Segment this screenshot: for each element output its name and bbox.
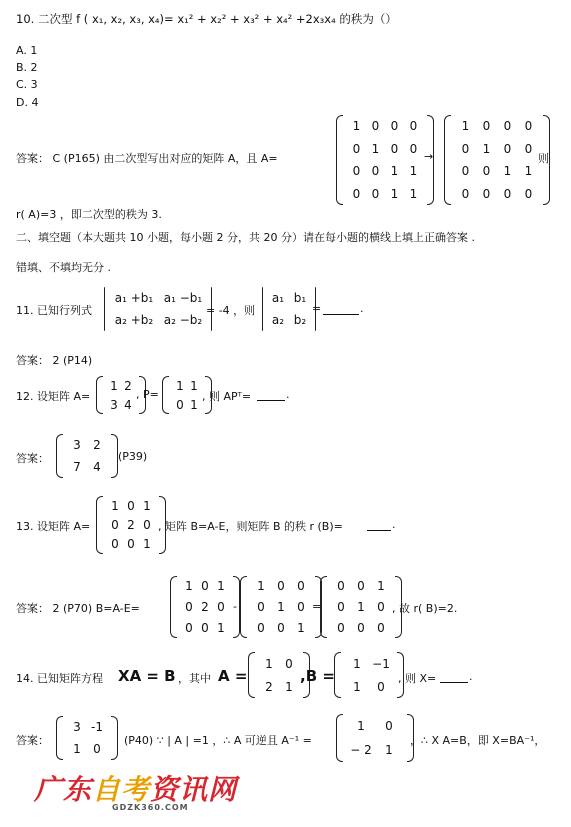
q14-answer-matrix: [56, 716, 118, 760]
q14-matrix-b: [334, 652, 404, 698]
q13-matrix-1-cell: 0: [201, 620, 209, 635]
q13-matrix-3-cell: 0: [337, 579, 345, 594]
q10-matrix-a-cell: 1: [371, 141, 380, 156]
q10-matrix-b-cell: 0: [524, 119, 533, 134]
q12-answer-prefix: 答案：: [16, 452, 49, 465]
q14-matrix-b-cell: 1: [353, 679, 361, 694]
q11-det2: [262, 287, 316, 331]
q10-matrix-a-cell: 0: [352, 141, 361, 156]
q10-matrix-a-cell: 0: [390, 141, 399, 156]
q13-answer-suffix: , 故 r( B)=2.: [392, 602, 458, 615]
q10-conclusion: r( A)=3 ，即二次型的秩为 3.: [16, 208, 162, 221]
q11-det1-cell: a₁ −b₁: [163, 291, 203, 305]
q12-matrix-p-cell: 1: [176, 378, 184, 393]
q12-matrix-a-cell: 3: [110, 397, 118, 412]
q11-det1-cell: a₁ +b₁: [114, 291, 154, 305]
q13-matrix-3-cell: 0: [377, 620, 385, 635]
q11-mid: = -4 ，则: [206, 304, 256, 317]
q13-matrix-2-cell: 0: [277, 579, 285, 594]
q13-matrix-2-cell: 1: [277, 599, 285, 614]
q14-answer-matrix-cell: 1: [73, 742, 81, 756]
q11-det2-cell: b₁: [293, 291, 307, 305]
q13-matrix-1-cell: 2: [201, 599, 209, 614]
q13-matrix-a-cell: 2: [127, 517, 135, 532]
q11-answer: 答案： 2 (P14): [16, 354, 93, 367]
q13-matrix-a-cell: 1: [143, 498, 151, 513]
q12-answer-matrix: [56, 434, 118, 478]
q14-inverse-matrix: [336, 714, 414, 762]
q14-a-label: A =: [218, 667, 248, 685]
q12-suffix: , 则 APᵀ=: [202, 390, 252, 403]
q13-minus: -: [233, 600, 237, 613]
q14-end: .: [469, 670, 473, 683]
q10-matrix-b-cell: 1: [482, 141, 491, 156]
q14-prefix: 14. 已知矩阵方程: [16, 672, 103, 685]
q13-matrix-1-cell: 0: [185, 620, 193, 635]
q10-option-c: C. 3: [16, 78, 38, 91]
q12-matrix-p-cell: 0: [176, 397, 184, 412]
q14-b-label: ,B =: [300, 667, 335, 685]
q10-matrix-b-cell: 0: [482, 119, 491, 134]
q13-matrix-3: [320, 576, 402, 638]
q10-matrix-a-cell: 0: [409, 119, 418, 134]
q11-det1: [104, 287, 212, 331]
q10-matrix-b-cell: 0: [503, 186, 512, 201]
q14-answer-suffix: ，∴ X A=B，即 X=BA⁻¹，: [410, 734, 546, 747]
q10-option-b: B. 2: [16, 61, 38, 74]
q10-matrix-a-cell: 1: [390, 186, 399, 201]
q13-blank: [367, 518, 391, 531]
q11-det2-cell: b₂: [293, 313, 307, 327]
q10-matrix-a-cell: 0: [371, 186, 380, 201]
q10-matrix-b-cell: 0: [503, 141, 512, 156]
q13-matrix-1-cell: 1: [217, 620, 225, 635]
q10-matrix-a-cell: 0: [371, 164, 380, 179]
section-subtitle: 错填、不填均无分 .: [16, 261, 111, 274]
q10-answer-prefix: 答案： C (P165) 由二次型写出对应的矩阵 A，且 A=: [16, 152, 278, 165]
q10-matrix-b-cell: 0: [482, 186, 491, 201]
q10-matrix-b-cell: 1: [524, 164, 533, 179]
q10-matrix-a-cell: 0: [352, 164, 361, 179]
q13-matrix-1-cell: 0: [217, 599, 225, 614]
q13-matrix-1: [170, 576, 240, 638]
q13-matrix-1-cell: 1: [217, 579, 225, 594]
q13-end: .: [392, 518, 396, 531]
q14-suffix: , 则 X=: [398, 672, 437, 685]
q14-matrix-a-cell: 0: [285, 656, 293, 671]
q12-matrix-p-cell: 1: [190, 378, 198, 393]
q11-blank: [323, 302, 359, 315]
q13-matrix-3-cell: 0: [337, 620, 345, 635]
q10-option-a: A. 1: [16, 44, 38, 57]
q14-equation: XA = B: [118, 667, 176, 685]
q13-matrix-2-cell: 1: [297, 620, 305, 635]
q10-matrix-a-cell: 1: [409, 164, 418, 179]
q12-answer-matrix-cell: 4: [93, 460, 101, 474]
q10-matrix-b-cell: 0: [503, 119, 512, 134]
q13-matrix-3-cell: 1: [357, 599, 365, 614]
q13-matrix-3-cell: 0: [377, 599, 385, 614]
q13-matrix-a-cell: 0: [111, 517, 119, 532]
q14-answer-matrix-cell: 0: [93, 742, 101, 756]
q11-det2-cell: a₂: [271, 313, 285, 327]
q14-answer-matrix-cell: 3: [73, 720, 81, 734]
q10-option-d: D. 4: [16, 96, 39, 109]
q10-matrix-b-cell: 0: [461, 186, 470, 201]
q12-prefix: 12. 设矩阵 A=: [16, 390, 91, 403]
q13-matrix-1-cell: 1: [185, 579, 193, 594]
q13-matrix-2-cell: 0: [257, 599, 265, 614]
q12-mid: , P=: [136, 388, 159, 401]
q11-det1-cell: a₂ +b₂: [114, 313, 154, 327]
q10-matrix-b-cell: 0: [482, 164, 491, 179]
q10-matrix-a: [336, 115, 434, 205]
q10-matrix-b-cell: 1: [461, 119, 470, 134]
q14-inverse-matrix-cell: 0: [385, 719, 393, 733]
q13-matrix-a-cell: 0: [143, 517, 151, 532]
q10-question: 10. 二次型 f ( x₁, x₂, x₃, x₄)= x₁² + x₂² + x₃² + x₄² +2x₃x₄ 的秩为（）: [16, 12, 397, 26]
q14-matrix-a-cell: 1: [265, 656, 273, 671]
q10-matrix-a-cell: 1: [409, 186, 418, 201]
q14-matrix-b-cell: 0: [377, 679, 385, 694]
q13-matrix-3-cell: 0: [337, 599, 345, 614]
q13-matrix-2-cell: 0: [277, 620, 285, 635]
q12-matrix-p-cell: 1: [190, 397, 198, 412]
q12-end: .: [286, 388, 290, 401]
q10-matrix-b-cell: 1: [503, 164, 512, 179]
q10-arrow: →: [424, 150, 434, 163]
q10-matrix-a-cell: 0: [371, 119, 380, 134]
q10-matrix-b-cell: 0: [524, 141, 533, 156]
q14-matrix-a-cell: 1: [285, 679, 293, 694]
q13-prefix: 13. 设矩阵 A=: [16, 520, 91, 533]
q13-suffix: , 矩阵 B=A-E，则矩阵 B 的秩 r (B)=: [158, 520, 343, 533]
q13-matrix-a-cell: 0: [127, 537, 135, 552]
q10-matrix-b-cell: 0: [461, 141, 470, 156]
q10-matrix-b-cell: 0: [524, 186, 533, 201]
q14-answer-mid: (P40) ∵ | A | =1 ，∴ A 可逆且 A⁻¹ =: [124, 734, 312, 747]
q12-answer-matrix-cell: 2: [93, 438, 101, 452]
q13-matrix-a-cell: 1: [143, 537, 151, 552]
q12-matrix-a-cell: 4: [124, 397, 132, 412]
q11-det1-cell: a₂ −b₂: [163, 313, 203, 327]
q13-matrix-3-cell: 0: [357, 620, 365, 635]
q12-answer-ref: (P39): [118, 450, 148, 463]
q13-matrix-2-cell: 0: [257, 620, 265, 635]
q14-blank: [440, 670, 468, 683]
q11-suffix: =: [312, 302, 322, 315]
q11-det2-cell: a₁: [271, 291, 285, 305]
section-title: 二、填空题（本大题共 10 小题，每小题 2 分，共 20 分）请在每小题的横线上填上正确答案 .: [16, 231, 475, 244]
q10-matrix-a-cell: 1: [390, 164, 399, 179]
q13-matrix-3-cell: 1: [377, 579, 385, 594]
q14-inverse-matrix-cell: 1: [385, 743, 393, 757]
q13-matrix-3-cell: 0: [357, 579, 365, 594]
q10-matrix-a-cell: 0: [352, 186, 361, 201]
q10-matrix-a-cell: 0: [409, 141, 418, 156]
q14-inverse-matrix-cell: − 2: [350, 743, 372, 757]
q13-matrix-a-cell: 0: [127, 498, 135, 513]
q13-matrix-a-cell: 0: [111, 537, 119, 552]
q10-matrix-a-cell: 1: [352, 119, 361, 134]
q11-end: .: [360, 302, 364, 315]
q12-blank: [257, 388, 285, 401]
q11-prefix: 11. 已知行列式: [16, 304, 92, 317]
q14-matrix-a-cell: 2: [265, 679, 273, 694]
q13-matrix-1-cell: 0: [185, 599, 193, 614]
q10-matrix-b-cell: 0: [461, 164, 470, 179]
q14-answer-matrix-cell: -1: [91, 720, 103, 734]
q13-matrix-2-cell: 0: [297, 579, 305, 594]
q13-matrix-2-cell: 1: [257, 579, 265, 594]
q14-inverse-matrix-cell: 1: [357, 719, 365, 733]
q10-then: 则: [538, 152, 549, 165]
q13-matrix-1-cell: 0: [201, 579, 209, 594]
q14-matrix-b-cell: −1: [372, 656, 390, 671]
q13-answer-prefix: 答案： 2 (P70) B=A-E=: [16, 602, 140, 615]
q13-matrix-2-cell: 0: [297, 599, 305, 614]
q13-matrix-a-cell: 1: [111, 498, 119, 513]
q13-matrix-a: [96, 496, 166, 554]
site-logo-url: GDZK360.COM: [112, 803, 189, 812]
q14-mid: ，其中: [178, 672, 211, 685]
site-logo: 广东自考资讯网: [34, 773, 238, 806]
q12-matrix-a-cell: 1: [110, 378, 118, 393]
q12-matrix-a-cell: 2: [124, 378, 132, 393]
q14-matrix-b-cell: 1: [353, 656, 361, 671]
q13-matrix-2: [240, 576, 322, 638]
q12-answer-matrix-cell: 7: [73, 460, 81, 474]
q13-eq: =: [312, 600, 322, 613]
q10-matrix-a-cell: 0: [390, 119, 399, 134]
q10-matrix-b: [444, 115, 550, 205]
q12-answer-matrix-cell: 3: [73, 438, 81, 452]
q14-answer-prefix: 答案：: [16, 734, 49, 747]
